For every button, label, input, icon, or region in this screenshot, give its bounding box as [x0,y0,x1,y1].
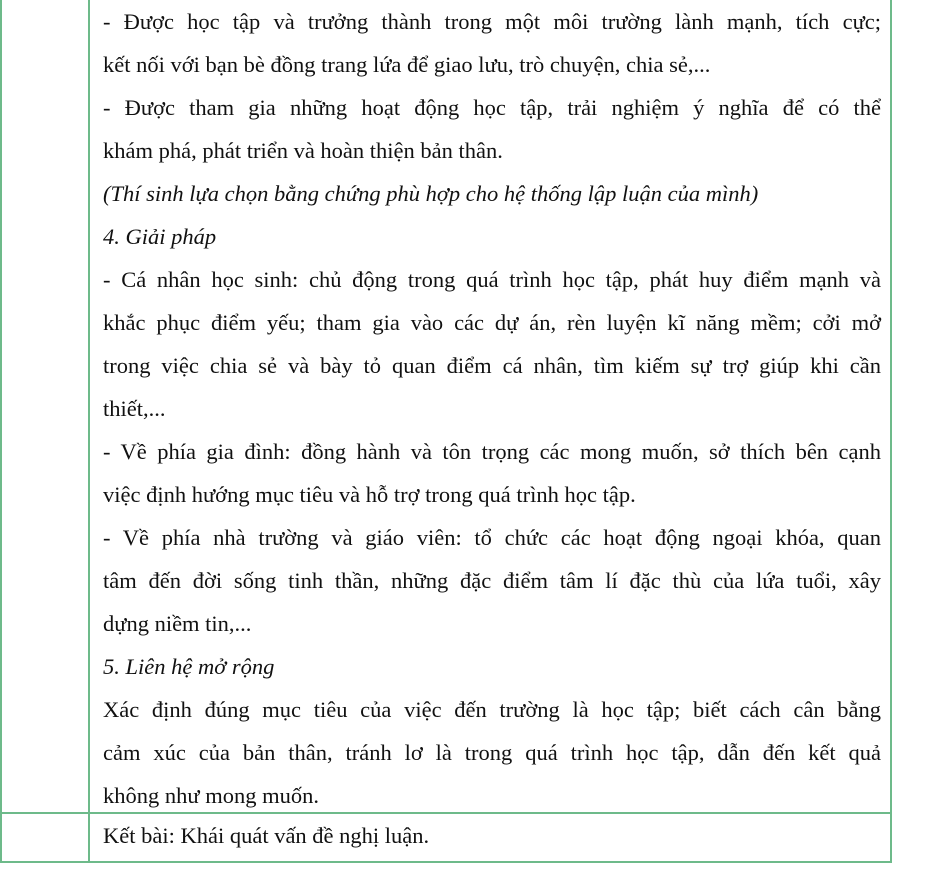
table-border-right [890,0,892,863]
text-line: Xác định đúng mục tiêu của việc đến trường là học tập; biết cách cân bằng [103,697,881,722]
text-line: - Cá nhân học sinh: chủ động trong quá trình học tập, phát huy điểm mạnh và [103,267,881,292]
text-line: việc định hướng mục tiêu và hỗ trợ trong quá trình học tập. [103,482,636,507]
text-line: thiết,... [103,396,166,421]
text-line: trong việc chia sẻ và bày tỏ quan điểm cá nhân, tìm kiếm sự trợ giúp khi cần [103,353,881,378]
closing-text: Kết bài: Khái quát vấn đề nghị luận. [103,823,430,848]
text-line: không như mong muốn. [103,783,319,808]
text-line: khám phá, phát triển và hoàn thiện bản thân. [103,138,503,163]
table-border-bottom [0,861,892,863]
text-line: dựng niềm tin,... [103,611,252,636]
table-cell-closing [103,814,881,861]
table-cell-body [103,0,881,817]
text-note: (Thí sinh lựa chọn bằng chứng phù hợp cho hệ thống lập luận của mình) [103,181,759,206]
text-line: - Về phía gia đình: đồng hành và tôn trọng các mong muốn, sở thích bên cạnh [103,439,881,464]
text-line: cảm xúc của bản thân, tránh lơ là trong quá trình học tập, dẫn đến kết quả [103,740,881,765]
table-border-left [0,0,2,863]
text-line: kết nối với bạn bè đồng trang lứa để giao lưu, trò chuyện, chia sẻ,... [103,52,711,77]
text-line: - Được học tập và trưởng thành trong một môi trường lành mạnh, tích cực; [103,9,881,34]
text-line: - Được tham gia những hoạt động học tập, trải nghiệm ý nghĩa để có thể [103,95,881,120]
text-line: - Về phía nhà trường và giáo viên: tổ chức các hoạt động ngoại khóa, quan [103,525,881,550]
section-heading: 4. Giải pháp [103,224,217,249]
text-line: tâm đến đời sống tinh thần, những đặc điểm tâm lí đặc thù của lứa tuổi, xây [103,568,881,593]
text-line: khắc phục điểm yếu; tham gia vào các dự án, rèn luyện kĩ năng mềm; cởi mở [103,310,881,335]
table-border-column [88,0,90,863]
section-heading: 5. Liên hệ mở rộng [103,654,275,679]
